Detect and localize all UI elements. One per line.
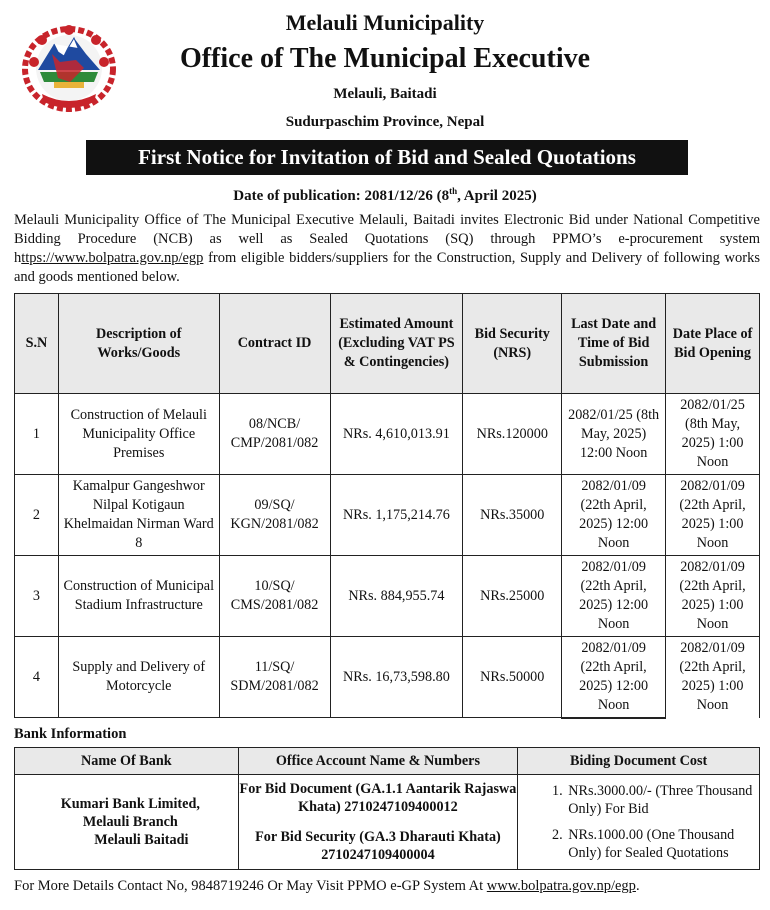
bid-document-account: For Bid Document (GA.1.1 Aantarik Rajaswa Khata) 2710247109400012 <box>239 781 517 815</box>
doc-cost-cell <box>518 775 760 870</box>
list-item: 1. NRs.3000.00/- (Three Thousand Only) For Bid <box>566 782 759 818</box>
intro-text: Melauli Municipality Office of The Municipal Executive Melauli, Baitadi invites Electronic Bid under National Competitive Bidding Procedure (NCB) as well as Sealed Quotations (SQ) through PPMO’s e-procurement system h <box>14 212 760 266</box>
cell-sn: 3 <box>15 556 59 637</box>
cell-description: Kamalpur Gangeshwor Nilpal Kotigaun Khelmaidan Nirman Ward 8 <box>58 475 219 556</box>
bid-security-account: For Bid Security (GA.3 Dharauti Khata) 2710247109400004 <box>255 829 501 863</box>
cell-description: Construction of Melauli Municipality Office Premises <box>58 394 219 475</box>
list-item: 2. NRs.1000.00 (One Thousand Only) for Sealed Quotations <box>566 826 759 862</box>
cell-last-date: 2082/01/09 (22th April, 2025) 12:00 Noon <box>562 475 666 556</box>
bank-name-line: Kumari Bank Limited, <box>60 796 200 812</box>
header-sn: S.N <box>15 294 59 394</box>
cell-opening: 2082/01/09 (22th April, 2025) 1:00 Noon <box>666 556 760 637</box>
footer-text: For More Details Contact No, 9848719246 Or May Visit PPMO e-GP System At <box>14 878 487 894</box>
cost-list <box>518 782 759 862</box>
cell-description: Supply and Delivery of Motorcycle <box>58 637 219 718</box>
header-estimated-amount: Estimated Amount (Excluding VAT PS & Contingencies) <box>330 294 463 394</box>
bank-info-title: Bank Information <box>14 726 127 742</box>
header-bank-name: Name Of Bank <box>15 748 239 775</box>
publication-date <box>0 186 770 205</box>
account-cell <box>238 775 518 870</box>
table-row <box>15 775 760 870</box>
table-row <box>15 637 760 718</box>
cell-amount: NRs. 16,73,598.80 <box>330 637 463 718</box>
cell-opening: 2082/01/09 (22th April, 2025) 1:00 Noon <box>666 637 760 718</box>
cell-last-date: 2082/01/25 (8th May, 2025) 12:00 Noon <box>562 394 666 475</box>
bank-name-cell <box>15 775 239 870</box>
province-name: Sudurpaschim Province, Nepal <box>285 114 485 130</box>
bank-table-header-row <box>15 748 760 775</box>
bank-name-line: Melauli Branch <box>82 814 178 830</box>
header-bid-security: Bid Security (NRS) <box>463 294 562 394</box>
cell-security: NRs.25000 <box>463 556 562 637</box>
table-row <box>15 394 760 475</box>
cell-sn: 1 <box>15 394 59 475</box>
cell-contract-id: 11/SQ/ SDM/2081/082 <box>219 637 330 718</box>
header-doc-cost: Biding Document Cost <box>518 748 760 775</box>
cell-last-date: 2082/01/09 (22th April, 2025) 12:00 Noon <box>562 556 666 637</box>
office-location: Melauli, Baitadi <box>333 86 437 102</box>
intro-paragraph <box>14 211 760 287</box>
cell-security: NRs.35000 <box>463 475 562 556</box>
publication-date-sup: th <box>449 186 458 196</box>
cell-security: NRs.50000 <box>463 637 562 718</box>
header-contract-id: Contract ID <box>219 294 330 394</box>
bid-table-header-row <box>15 294 760 394</box>
bank-name-line: Melauli Baitadi <box>94 832 189 848</box>
cell-last-date: 2082/01/09 (22th April, 2025) 12:00 Noon <box>562 637 666 718</box>
cell-opening: 2082/01/09 (22th April, 2025) 1:00 Noon <box>666 475 760 556</box>
header-description: Description of Works/Goods <box>58 294 219 394</box>
cell-opening: 2082/01/25 (8th May, 2025) 1:00 Noon <box>666 394 760 475</box>
bolpatra-link[interactable]: www.bolpatra.gov.np/egp <box>486 878 636 894</box>
publication-date-prefix: Date of publication: 2081/12/26 (8 <box>233 188 450 204</box>
bid-table <box>14 293 760 719</box>
publication-date-suffix: , April 2025) <box>457 188 537 204</box>
cell-amount: NRs. 1,175,214.76 <box>330 475 463 556</box>
header-last-date: Last Date and Time of Bid Submission <box>562 294 666 394</box>
bank-table <box>14 747 760 870</box>
cell-security: NRs.120000 <box>463 394 562 475</box>
cell-contract-id: 10/SQ/ CMS/2081/082 <box>219 556 330 637</box>
cell-description: Construction of Municipal Stadium Infrastructure <box>58 556 219 637</box>
contact-footer <box>14 878 640 895</box>
office-name: Office of The Municipal Executive <box>179 43 591 74</box>
cell-amount: NRs. 4,610,013.91 <box>330 394 463 475</box>
municipality-name: Melauli Municipality <box>285 10 485 35</box>
table-row <box>15 556 760 637</box>
egp-link[interactable]: ttps://www.bolpatra.gov.np/egp <box>21 250 204 266</box>
footer-end: . <box>635 878 640 894</box>
cell-amount: NRs. 884,955.74 <box>330 556 463 637</box>
header-account: Office Account Name & Numbers <box>238 748 518 775</box>
cell-contract-id: 09/SQ/ KGN/2081/082 <box>219 475 330 556</box>
header-opening: Date Place of Bid Opening <box>666 294 760 394</box>
cell-sn: 4 <box>15 637 59 718</box>
notice-title-banner: First Notice for Invitation of Bid and Sealed Quotations <box>86 140 688 175</box>
cell-contract-id: 08/NCB/ CMP/2081/082 <box>219 394 330 475</box>
table-row <box>15 475 760 556</box>
intro-text-end: from eligible bidders/suppliers for the Construction, Supply and Delivery of following works and goods mentioned below. <box>14 250 760 285</box>
cell-sn: 2 <box>15 475 59 556</box>
